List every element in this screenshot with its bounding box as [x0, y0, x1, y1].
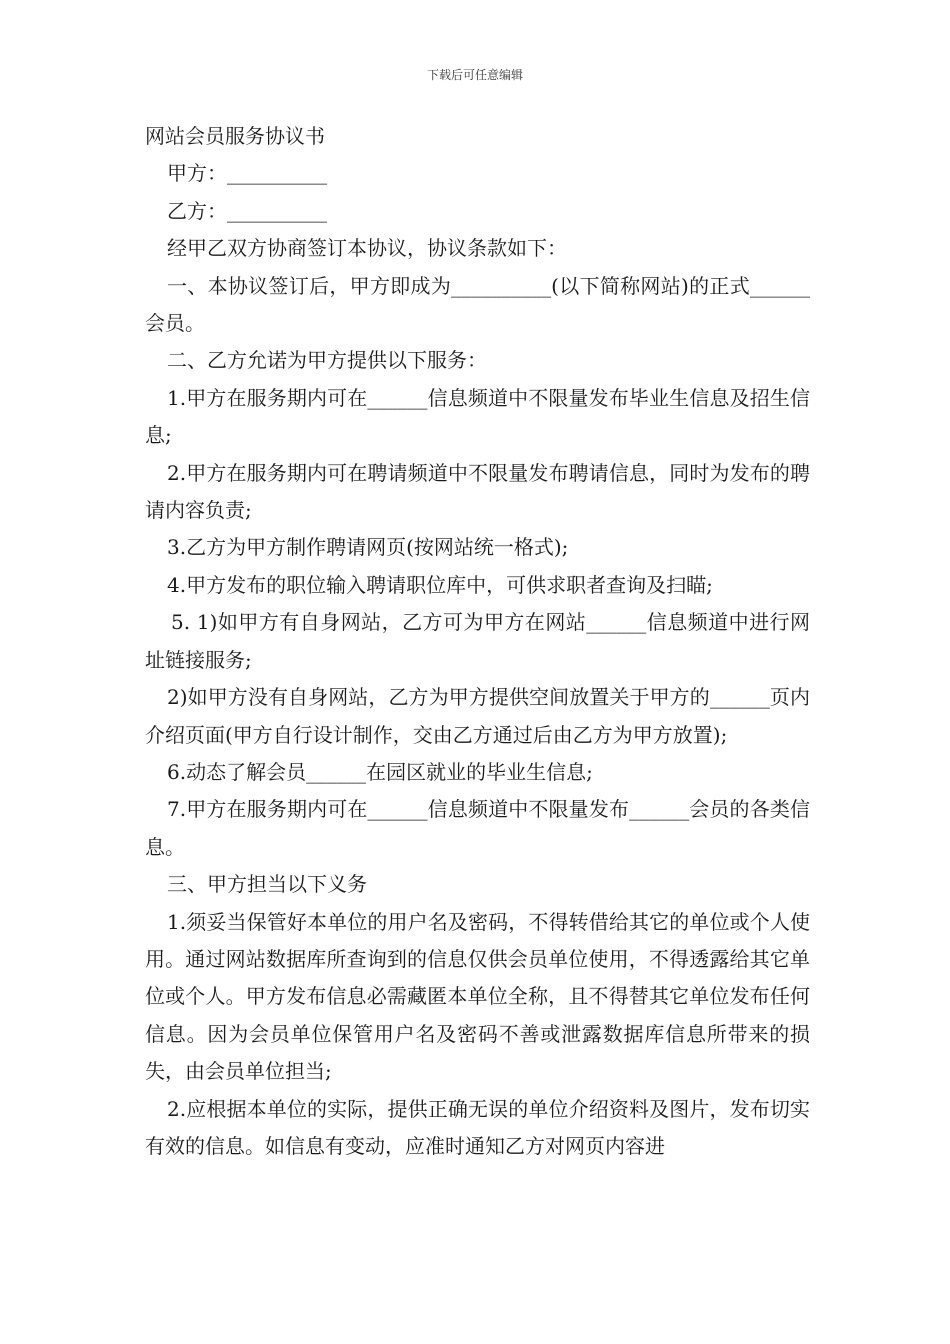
paragraph: 乙方：__________ — [167, 198, 327, 223]
paragraph: 7.甲方在服务期内可在______信息频道中不限量发布______会员的各类信息。 — [145, 797, 810, 859]
agreement-document — [145, 118, 810, 1165]
paragraph: 一、本协议签订后，甲方即成为__________(以下简称网站)的正式______会员。 — [145, 273, 810, 336]
paragraph: 6.动态了解会员______在园区就业的毕业生信息; — [167, 759, 593, 784]
paragraph: 2.甲方在服务期内可在聘请频道中不限量发布聘请信息，同时为发布的聘请内容负责; — [145, 460, 810, 523]
paragraph: 2.应根据本单位的实际，提供正确无误的单位介绍资料及图片，发布切实有效的信息。如信息有变动，应准时通知乙方对网页内容进 — [145, 1096, 810, 1158]
paragraph: 3.乙方为甲方制作聘请网页(按网站统一格式); — [167, 535, 569, 560]
paragraph: 经甲乙双方协商签订本协议，协议条款如下： — [167, 236, 567, 261]
paragraph: 甲方：__________ — [167, 161, 327, 186]
paragraph: 三、甲方担当以下义务 — [167, 872, 367, 897]
paragraph: 5. 1)如甲方有自身网站，乙方可为甲方在网站______信息频道中进行网址链接服务; — [145, 610, 810, 672]
paragraph: 二、乙方允诺为甲方提供以下服务： — [167, 348, 487, 373]
paragraph: 1.甲方在服务期内可在______信息频道中不限量发布毕业生信息及招生信息; — [145, 385, 810, 448]
document-title: 网站会员服务协议书 — [145, 124, 325, 148]
paragraph-list — [145, 155, 810, 1165]
paragraph: 1.须妥当保管好本单位的用户名及密码，不得转借给其它的单位或个人使用。通过网站数据库所查询到的信息仅供会员单位使用，不得透露给其它单位或个人。甲方发布信息必需藏匿本单位全称，且不得替其它单位发布任何信息。因为会员单位保管用户名及密码不善或泄露数据库信息所带来的损失，由会员单位担当; — [145, 909, 810, 1084]
paragraph: 4.甲方发布的职位输入聘请职位库中，可供求职者查询及扫瞄; — [167, 572, 713, 597]
paragraph: 2)如甲方没有自身网站，乙方为甲方提供空间放置关于甲方的______页内介绍页面(甲方自行设计制作，交由乙方通过后由乙方为甲方放置); — [145, 685, 810, 747]
page-header: 下载后可任意编辑 — [426, 68, 523, 82]
